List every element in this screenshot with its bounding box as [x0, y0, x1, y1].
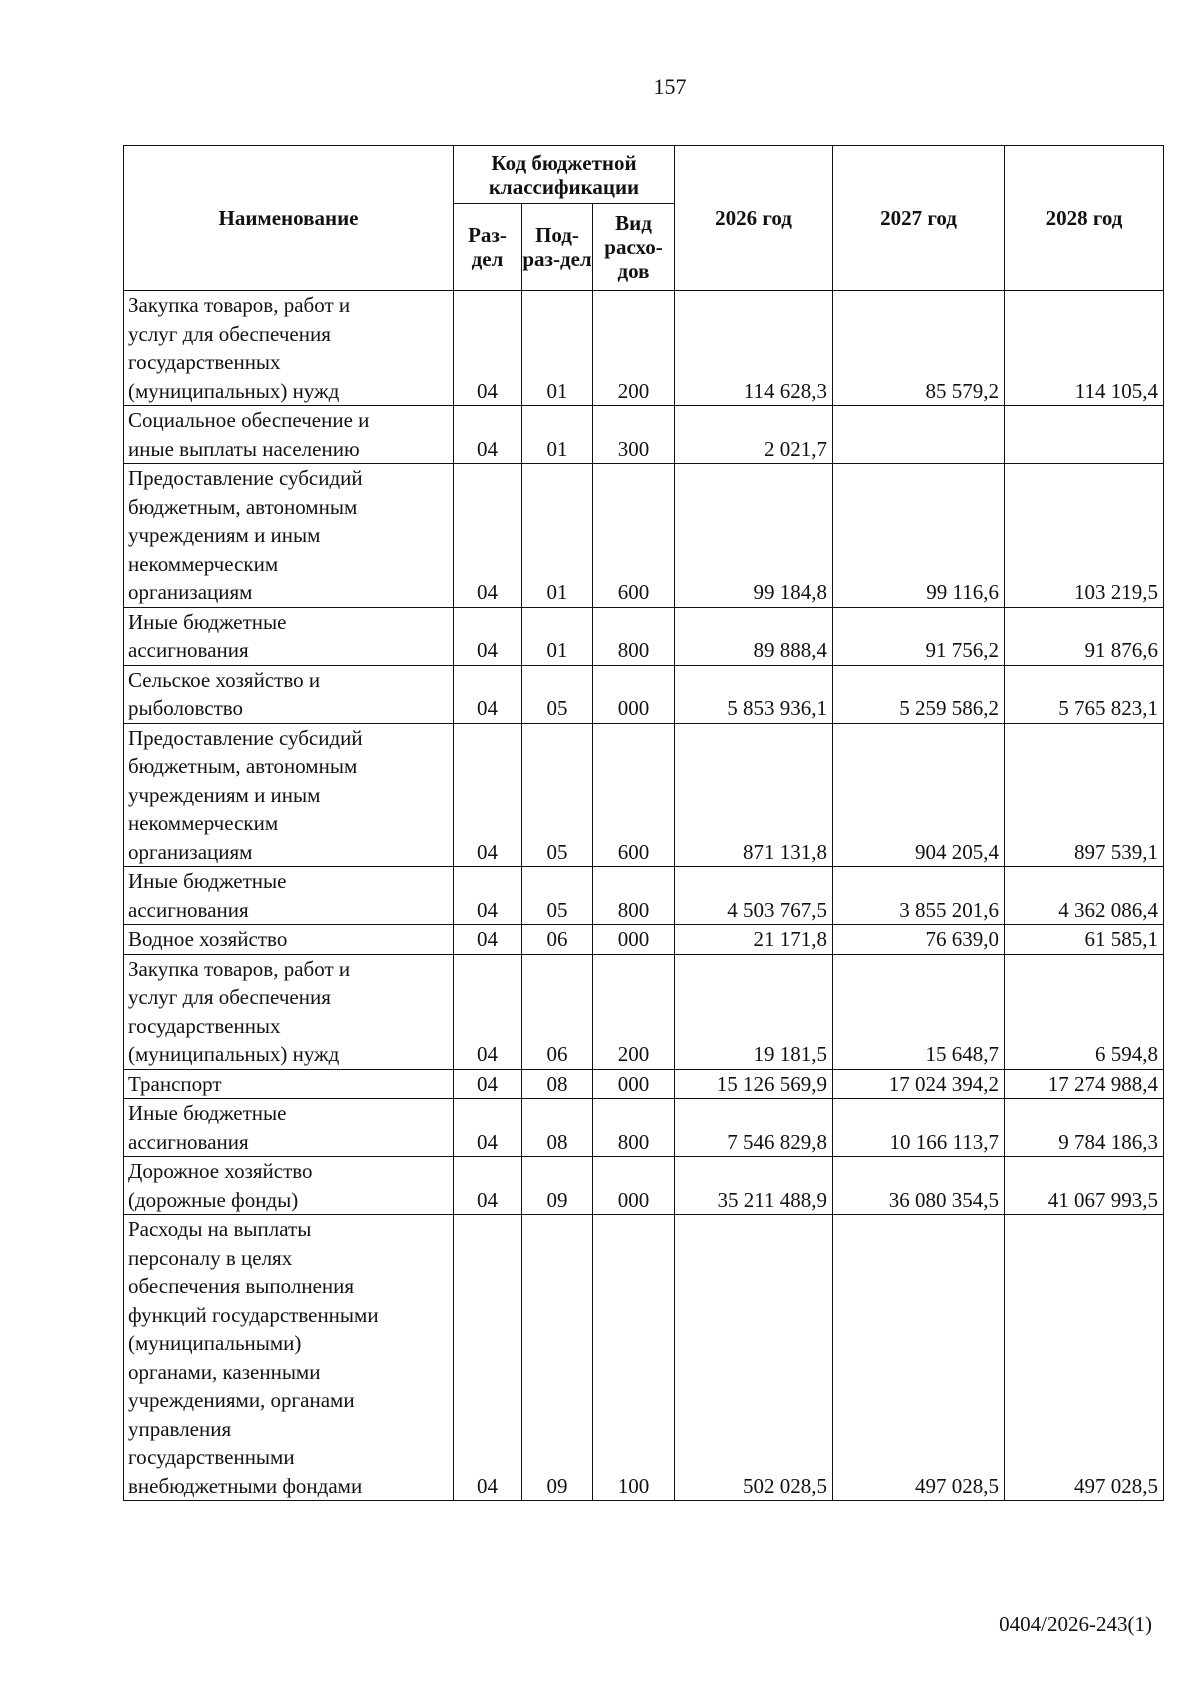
row-name-line: услуг для обеспечения: [128, 321, 331, 346]
row-name-line: государственных: [128, 350, 281, 374]
row-value-2027: 91 756,2: [833, 607, 1005, 665]
row-name-line: органами, казенными: [128, 1359, 321, 1384]
table-row: [124, 464, 1164, 608]
table-header: [124, 146, 1164, 291]
row-name-line: внебюджетными фондами: [128, 1473, 363, 1498]
row-name: [124, 406, 454, 464]
row-value-2028: [1005, 406, 1164, 464]
row-value-2027: 76 639,0: [833, 925, 1005, 955]
row-name-line: Иные бюджетные: [128, 1101, 287, 1125]
row-vid: 000: [593, 925, 675, 955]
row-razdel: 04: [454, 1069, 522, 1099]
row-razdel: 04: [454, 464, 522, 608]
row-value-2026: 114 628,3: [675, 291, 833, 406]
row-name-line: учреждениям и иным: [128, 523, 321, 547]
row-value-2028: 103 219,5: [1005, 464, 1164, 608]
row-vid: 800: [593, 867, 675, 925]
row-podrazdel: 01: [522, 406, 593, 464]
row-podrazdel: 05: [522, 723, 593, 867]
row-value-2026: 7 546 829,8: [675, 1099, 833, 1157]
row-name: [124, 723, 454, 867]
row-name-line: иные выплаты населению: [128, 436, 360, 461]
row-podrazdel: 09: [522, 1157, 593, 1215]
table-row: [124, 954, 1164, 1069]
row-podrazdel: 05: [522, 665, 593, 723]
row-value-2026: 5 853 936,1: [675, 665, 833, 723]
table-row: [124, 291, 1164, 406]
table-row: [124, 867, 1164, 925]
row-value-2028: 61 585,1: [1005, 925, 1164, 955]
row-name-line: учреждениям и иным: [128, 782, 321, 807]
row-name-line: ассигнования: [128, 1129, 249, 1154]
table-row: [124, 1099, 1164, 1157]
row-name-line: обеспечения выполнения: [128, 1274, 355, 1298]
row-value-2026: 35 211 488,9: [675, 1157, 833, 1215]
header-podrazdel: Под-раз-дел: [522, 204, 593, 291]
row-vid: 800: [593, 607, 675, 665]
row-razdel: 04: [454, 1099, 522, 1157]
row-podrazdel: 01: [522, 291, 593, 406]
header-vid: Вид расхо-дов: [593, 204, 675, 291]
row-value-2026: 99 184,8: [675, 464, 833, 608]
row-name-line: Иные бюджетные: [128, 869, 287, 893]
row-value-2027: 497 028,5: [833, 1215, 1005, 1501]
row-name-line: государственных: [128, 1013, 281, 1038]
row-podrazdel: 08: [522, 1099, 593, 1157]
row-name-line: Закупка товаров, работ и: [128, 956, 351, 981]
header-2026: 2026 год: [675, 146, 833, 291]
row-value-2027: 36 080 354,5: [833, 1157, 1005, 1215]
row-value-2028: 497 028,5: [1005, 1215, 1164, 1501]
row-name-line: некоммерческим: [128, 811, 279, 835]
row-value-2028: 4 362 086,4: [1005, 867, 1164, 925]
row-name: [124, 607, 454, 665]
row-value-2027: 904 205,4: [833, 723, 1005, 867]
row-value-2026: 15 126 569,9: [675, 1069, 833, 1099]
row-name-line: организациям: [128, 580, 253, 604]
row-razdel: 04: [454, 1157, 522, 1215]
row-razdel: 04: [454, 925, 522, 955]
row-name-line: Расходы на выплаты: [128, 1217, 312, 1241]
row-name-line: Водное хозяйство: [128, 927, 288, 951]
row-razdel: 04: [454, 665, 522, 723]
row-name-line: ассигнования: [128, 897, 249, 922]
row-podrazdel: 09: [522, 1215, 593, 1501]
row-value-2027: 15 648,7: [833, 954, 1005, 1069]
row-vid: 600: [593, 464, 675, 608]
row-value-2027: 5 259 586,2: [833, 665, 1005, 723]
row-vid: 200: [593, 291, 675, 406]
row-value-2026: 19 181,5: [675, 954, 833, 1069]
row-podrazdel: 06: [522, 925, 593, 955]
row-value-2026: 2 021,7: [675, 406, 833, 464]
row-name-line: персоналу в целях: [128, 1245, 293, 1270]
row-vid: 100: [593, 1215, 675, 1501]
row-value-2028: 91 876,6: [1005, 607, 1164, 665]
row-name-line: бюджетным, автономным: [128, 494, 358, 519]
row-name-line: некоммерческим: [128, 551, 279, 576]
row-name-line: Транспорт: [128, 1071, 222, 1096]
row-name-line: управления: [128, 1416, 232, 1441]
row-value-2027: 85 579,2: [833, 291, 1005, 406]
row-name: [124, 925, 454, 955]
table-row: [124, 1215, 1164, 1501]
row-value-2028: 114 105,4: [1005, 291, 1164, 406]
row-name: [124, 1099, 454, 1157]
row-name-line: государственными: [128, 1445, 295, 1469]
row-vid: 200: [593, 954, 675, 1069]
row-name-line: Сельское хозяйство и: [128, 667, 321, 692]
row-vid: 000: [593, 1157, 675, 1215]
row-name-line: рыболовство: [128, 696, 244, 720]
row-podrazdel: 05: [522, 867, 593, 925]
table-row: [124, 1157, 1164, 1215]
row-value-2028: 41 067 993,5: [1005, 1157, 1164, 1215]
row-name: [124, 1157, 454, 1215]
row-name-line: Предоставление субсидий: [128, 466, 363, 490]
table-row: [124, 665, 1164, 723]
row-name-line: бюджетным, автономным: [128, 754, 358, 778]
row-value-2027: 10 166 113,7: [833, 1099, 1005, 1157]
row-name-line: Дорожное хозяйство: [128, 1159, 313, 1183]
row-name-line: учреждениями, органами: [128, 1388, 355, 1412]
row-vid: 600: [593, 723, 675, 867]
row-name-line: функций государственными: [128, 1302, 379, 1327]
row-name: [124, 867, 454, 925]
row-value-2026: 4 503 767,5: [675, 867, 833, 925]
row-name-line: (дорожные фонды): [128, 1187, 299, 1212]
row-value-2028: 897 539,1: [1005, 723, 1164, 867]
header-2028: 2028 год: [1005, 146, 1164, 291]
row-value-2028: 9 784 186,3: [1005, 1099, 1164, 1157]
row-value-2026: 89 888,4: [675, 607, 833, 665]
row-vid: 300: [593, 406, 675, 464]
row-razdel: 04: [454, 607, 522, 665]
row-razdel: 04: [454, 723, 522, 867]
row-name-line: Иные бюджетные: [128, 609, 287, 634]
row-podrazdel: 01: [522, 464, 593, 608]
row-value-2027: 3 855 201,6: [833, 867, 1005, 925]
header-classification: Код бюджетной классификации: [454, 146, 675, 204]
row-name: [124, 665, 454, 723]
row-podrazdel: 06: [522, 954, 593, 1069]
row-value-2027: [833, 406, 1005, 464]
row-razdel: 04: [454, 867, 522, 925]
row-vid: 000: [593, 665, 675, 723]
row-razdel: 04: [454, 1215, 522, 1501]
row-name: [124, 1069, 454, 1099]
row-value-2027: 17 024 394,2: [833, 1069, 1005, 1099]
row-value-2026: 871 131,8: [675, 723, 833, 867]
document-code: 0404/2026-243(1): [999, 1612, 1152, 1636]
row-name-line: организациям: [128, 839, 253, 864]
row-razdel: 04: [454, 291, 522, 406]
table-row: [124, 723, 1164, 867]
row-podrazdel: 08: [522, 1069, 593, 1099]
header-razdel: Раз-дел: [454, 204, 522, 291]
budget-table-wrapper: [123, 145, 1164, 1501]
page-number: 157: [653, 74, 687, 99]
row-razdel: 04: [454, 406, 522, 464]
header-name: Наименование: [124, 146, 454, 291]
header-2027: 2027 год: [833, 146, 1005, 291]
row-name-line: (муниципальных) нужд: [128, 378, 340, 403]
row-name-line: Социальное обеспечение и: [128, 408, 370, 432]
row-vid: 800: [593, 1099, 675, 1157]
table-row: [124, 607, 1164, 665]
table-row: [124, 406, 1164, 464]
row-name-line: (муниципальных) нужд: [128, 1042, 340, 1066]
table-row: [124, 925, 1164, 955]
row-razdel: 04: [454, 954, 522, 1069]
row-value-2026: 21 171,8: [675, 925, 833, 955]
row-name: [124, 291, 454, 406]
row-name: [124, 1215, 454, 1501]
row-name: [124, 464, 454, 608]
row-name-line: ассигнования: [128, 638, 249, 662]
row-value-2026: 502 028,5: [675, 1215, 833, 1501]
row-name-line: Предоставление субсидий: [128, 725, 363, 750]
row-value-2028: 5 765 823,1: [1005, 665, 1164, 723]
table-body: [124, 291, 1164, 1501]
row-value-2028: 17 274 988,4: [1005, 1069, 1164, 1099]
row-podrazdel: 01: [522, 607, 593, 665]
row-name-line: (муниципальными): [128, 1331, 302, 1355]
row-name: [124, 954, 454, 1069]
row-value-2028: 6 594,8: [1005, 954, 1164, 1069]
row-vid: 000: [593, 1069, 675, 1099]
budget-table: [123, 145, 1164, 1501]
row-value-2027: 99 116,6: [833, 464, 1005, 608]
row-name-line: Закупка товаров, работ и: [128, 293, 351, 317]
row-name-line: услуг для обеспечения: [128, 985, 331, 1009]
table-row: [124, 1069, 1164, 1099]
